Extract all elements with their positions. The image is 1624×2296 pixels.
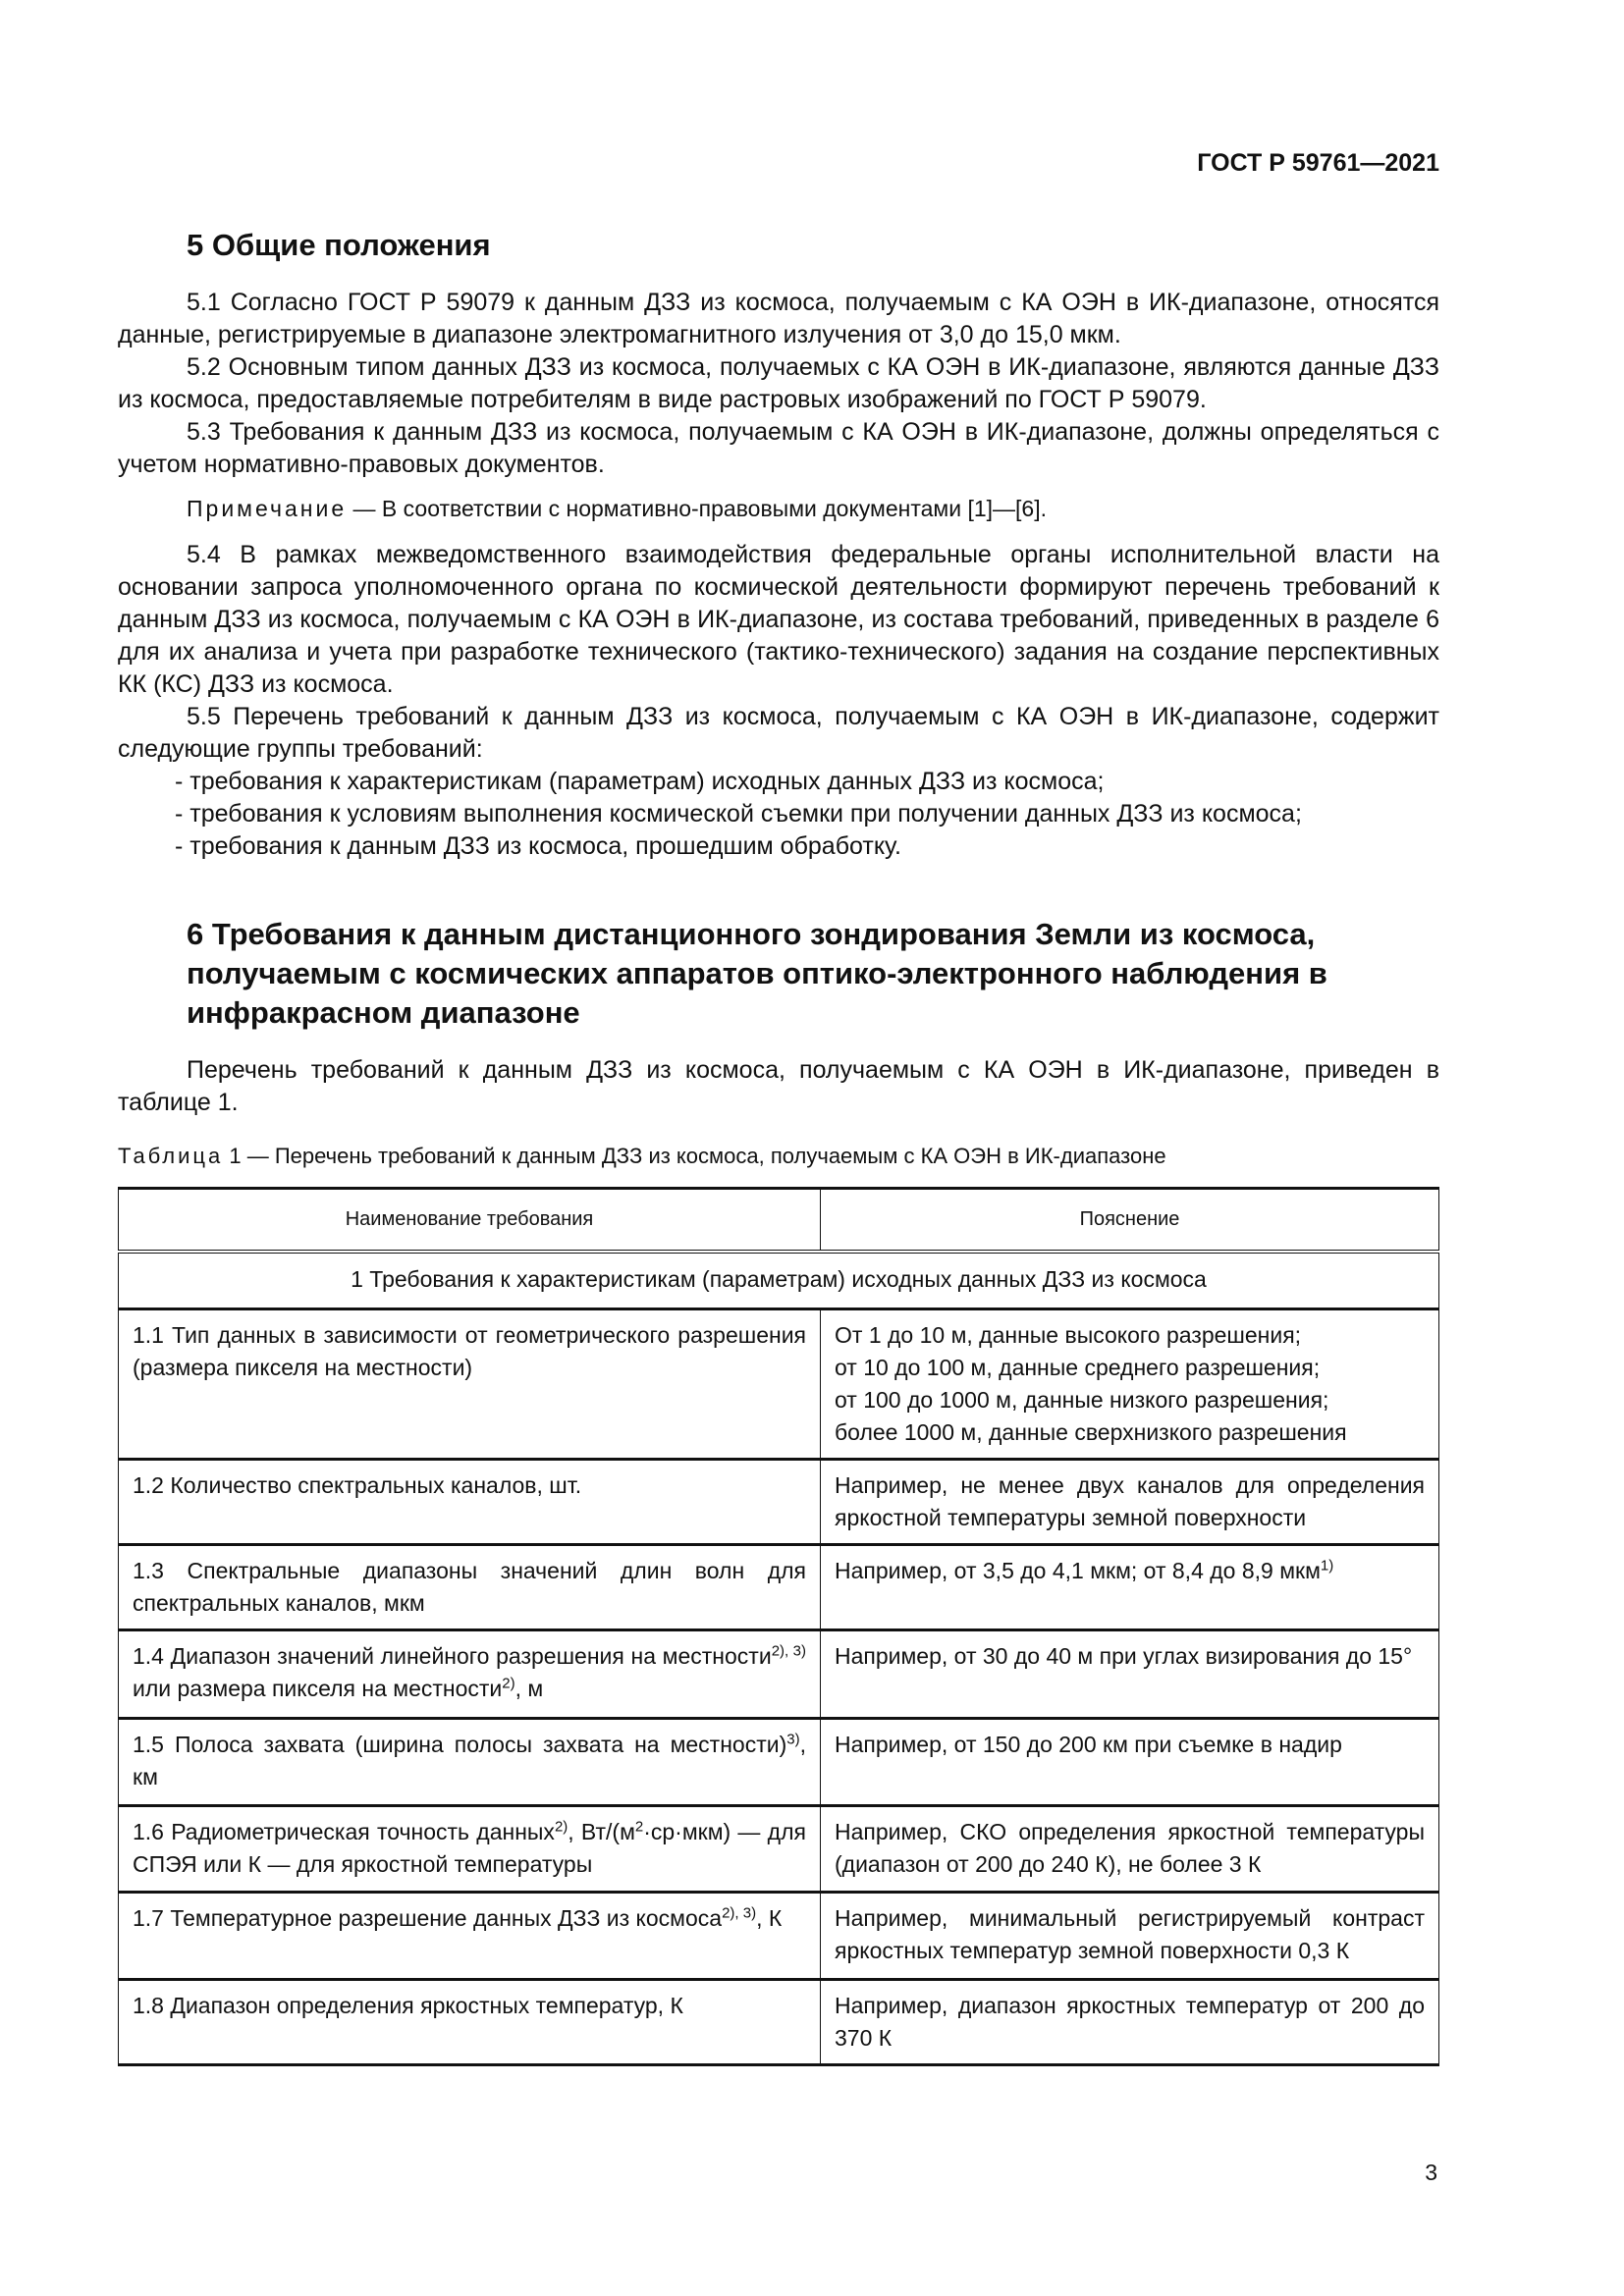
column-header: Пояснение: [821, 1189, 1439, 1253]
footnote-ref: 2): [554, 1818, 568, 1836]
table-row: [119, 1460, 1439, 1545]
document-id: ГОСТ Р 59761—2021: [1197, 149, 1439, 177]
list-item: - требования к условиям выполнения космической съемки при получении данных ДЗЗ из космоса;: [175, 800, 1302, 828]
explanation: Например, диапазон яркостных температур от 200 до 370 К: [821, 1980, 1439, 2065]
table-row: [119, 1806, 1439, 1893]
table-row: [119, 1980, 1439, 2065]
table-header: [119, 1189, 1439, 1253]
requirements-table: [118, 1187, 1439, 2066]
caption-label: Таблица: [118, 1144, 224, 1168]
superscript: 2: [634, 1818, 644, 1836]
table-row: [119, 1893, 1439, 1980]
footnote-ref: 2): [502, 1675, 515, 1692]
paragraph-5-5: 5.5 Перечень требований к данным ДЗЗ из космоса, получаемым с КА ОЭН в ИК-диапазоне, содержит следующие группы требований:: [118, 703, 1439, 763]
table-row: [119, 1309, 1439, 1460]
requirement-text: 1.4 Диапазон значений линейного разрешения на местности: [133, 1643, 772, 1669]
list-item: - требования к характеристикам (параметрам) исходных данных ДЗЗ из космоса;: [175, 768, 1105, 795]
section-6-intro-text: Перечень требований к данным ДЗЗ из космоса, получаемым с КА ОЭН в ИК-диапазоне, приведен в таблице 1.: [118, 1056, 1439, 1116]
section-5-title: 5 Общие положения: [187, 228, 491, 262]
requirement-text: , К: [756, 1905, 783, 1931]
column-header: Наименование требования: [119, 1189, 821, 1253]
explanation: [821, 1309, 1439, 1460]
caption-text: 1 — Перечень требований к данным ДЗЗ из космоса, получаемым с КА ОЭН в ИК-диапазоне: [223, 1144, 1166, 1168]
requirement-text: ·ср·мкм) — для СПЭЯ или К — для яркостной температуры: [133, 1819, 806, 1877]
table-caption: [118, 1144, 1166, 1169]
paragraph-5-1: 5.1 Согласно ГОСТ Р 59079 к данным ДЗЗ из космоса, получаемым с КА ОЭН в ИК-диапазоне, относятся данные, регистрируемые в диапазоне электромагнитного излучения от 3,0 до 15,0 мкм.: [118, 289, 1439, 348]
explanation: [821, 1545, 1439, 1630]
table-row: [119, 1719, 1439, 1806]
note-text: — В соответствии с нормативно-правовыми документами [1]—[6].: [347, 496, 1047, 521]
note: [118, 493, 1439, 525]
explanation: Например, от 30 до 40 м при углах визирования до 15°: [821, 1630, 1439, 1719]
section-5-body: [118, 287, 1439, 863]
table-row: [119, 1630, 1439, 1719]
requirement: 1.1 Тип данных в зависимости от геометрического разрешения (размера пикселя на местности): [119, 1309, 821, 1460]
explanation: Например, не менее двух каналов для определения яркостной температуры земной поверхности: [821, 1460, 1439, 1545]
explanation: Например, СКО определения яркостной температуры (диапазон от 200 до 240 К), не более 3 К: [821, 1806, 1439, 1893]
explanation-line: от 10 до 100 м, данные среднего разрешения;: [835, 1355, 1321, 1380]
note-label: Примечание: [187, 496, 348, 521]
requirement: [119, 1806, 821, 1893]
explanation-line: более 1000 м, данные сверхнизкого разрешения: [835, 1419, 1347, 1445]
footnote-ref: 2), 3): [722, 1904, 757, 1922]
footnote-ref: 1): [1320, 1557, 1334, 1575]
footnote-ref: 2), 3): [771, 1642, 806, 1660]
requirement-text: , Вт/(м: [568, 1819, 635, 1844]
requirement: [119, 1893, 821, 1980]
group-title: 1 Требования к характеристикам (параметрам) исходных данных ДЗЗ из космоса: [119, 1252, 1439, 1309]
requirement-text: 1.5 Полоса захвата (ширина полосы захвата на местности): [133, 1732, 787, 1757]
explanation: Например, минимальный регистрируемый контраст яркостных температур земной поверхности 0,3 К: [821, 1893, 1439, 1980]
explanation: Например, от 150 до 200 км при съемке в надир: [821, 1719, 1439, 1806]
list-item: - требования к данным ДЗЗ из космоса, прошедшим обработку.: [175, 832, 901, 860]
group-row: [119, 1252, 1439, 1309]
paragraph-5-4: 5.4 В рамках межведомственного взаимодействия федеральные органы исполнительной власти на основании запроса уполномоченного органа по космической деятельности формируют перечень требований к данным ДЗЗ из космоса, получаемым с КА ОЭН в ИК-диапазоне, из состава требований, приведенных в разделе 6 для их анализа и учета при разработке технического (тактико-технического) задания на создание перспективных КК (КС) ДЗЗ из космоса.: [118, 541, 1439, 698]
requirement-text: 1.6 Радиометрическая точность данных: [133, 1819, 555, 1844]
footnote-ref: 3): [786, 1731, 800, 1748]
requirement: [119, 1630, 821, 1719]
explanation-line: От 1 до 10 м, данные высокого разрешения;: [835, 1322, 1302, 1348]
requirement: 1.2 Количество спектральных каналов, шт.: [119, 1460, 821, 1545]
requirement: 1.3 Спектральные диапазоны значений длин волн для спектральных каналов, мкм: [119, 1545, 821, 1630]
requirement-text: , м: [514, 1676, 544, 1701]
requirement: [119, 1719, 821, 1806]
paragraph-5-3: 5.3 Требования к данным ДЗЗ из космоса, получаемым с КА ОЭН в ИК-диапазоне, должны определяться с учетом нормативно-правовых документов.: [118, 418, 1439, 478]
requirement-text: 1.7 Температурное разрешение данных ДЗЗ из космоса: [133, 1905, 723, 1931]
section-6-intro: [118, 1054, 1439, 1119]
requirement: 1.8 Диапазон определения яркостных температур, К: [119, 1980, 821, 2065]
page-number: 3: [1425, 2160, 1437, 2185]
explanation-text: Например, от 3,5 до 4,1 мкм; от 8,4 до 8,9 мкм: [835, 1558, 1321, 1583]
explanation-line: от 100 до 1000 м, данные низкого разрешения;: [835, 1387, 1329, 1413]
paragraph-5-2: 5.2 Основным типом данных ДЗЗ из космоса, получаемых с КА ОЭН в ИК-диапазоне, являются данные ДЗЗ из космоса, предоставляемые потребителям в виде растровых изображений по ГОСТ Р 59079.: [118, 353, 1439, 413]
section-6-title: 6 Требования к данным дистанционного зондирования Земли из космоса, получаемым с космических аппаратов оптико-электронного наблюдения в инфракрасном диапазоне: [187, 917, 1327, 1030]
requirement-text: или размера пикселя на местности: [133, 1676, 503, 1701]
requirement-text: , км: [133, 1732, 806, 1789]
table-row: [119, 1545, 1439, 1630]
